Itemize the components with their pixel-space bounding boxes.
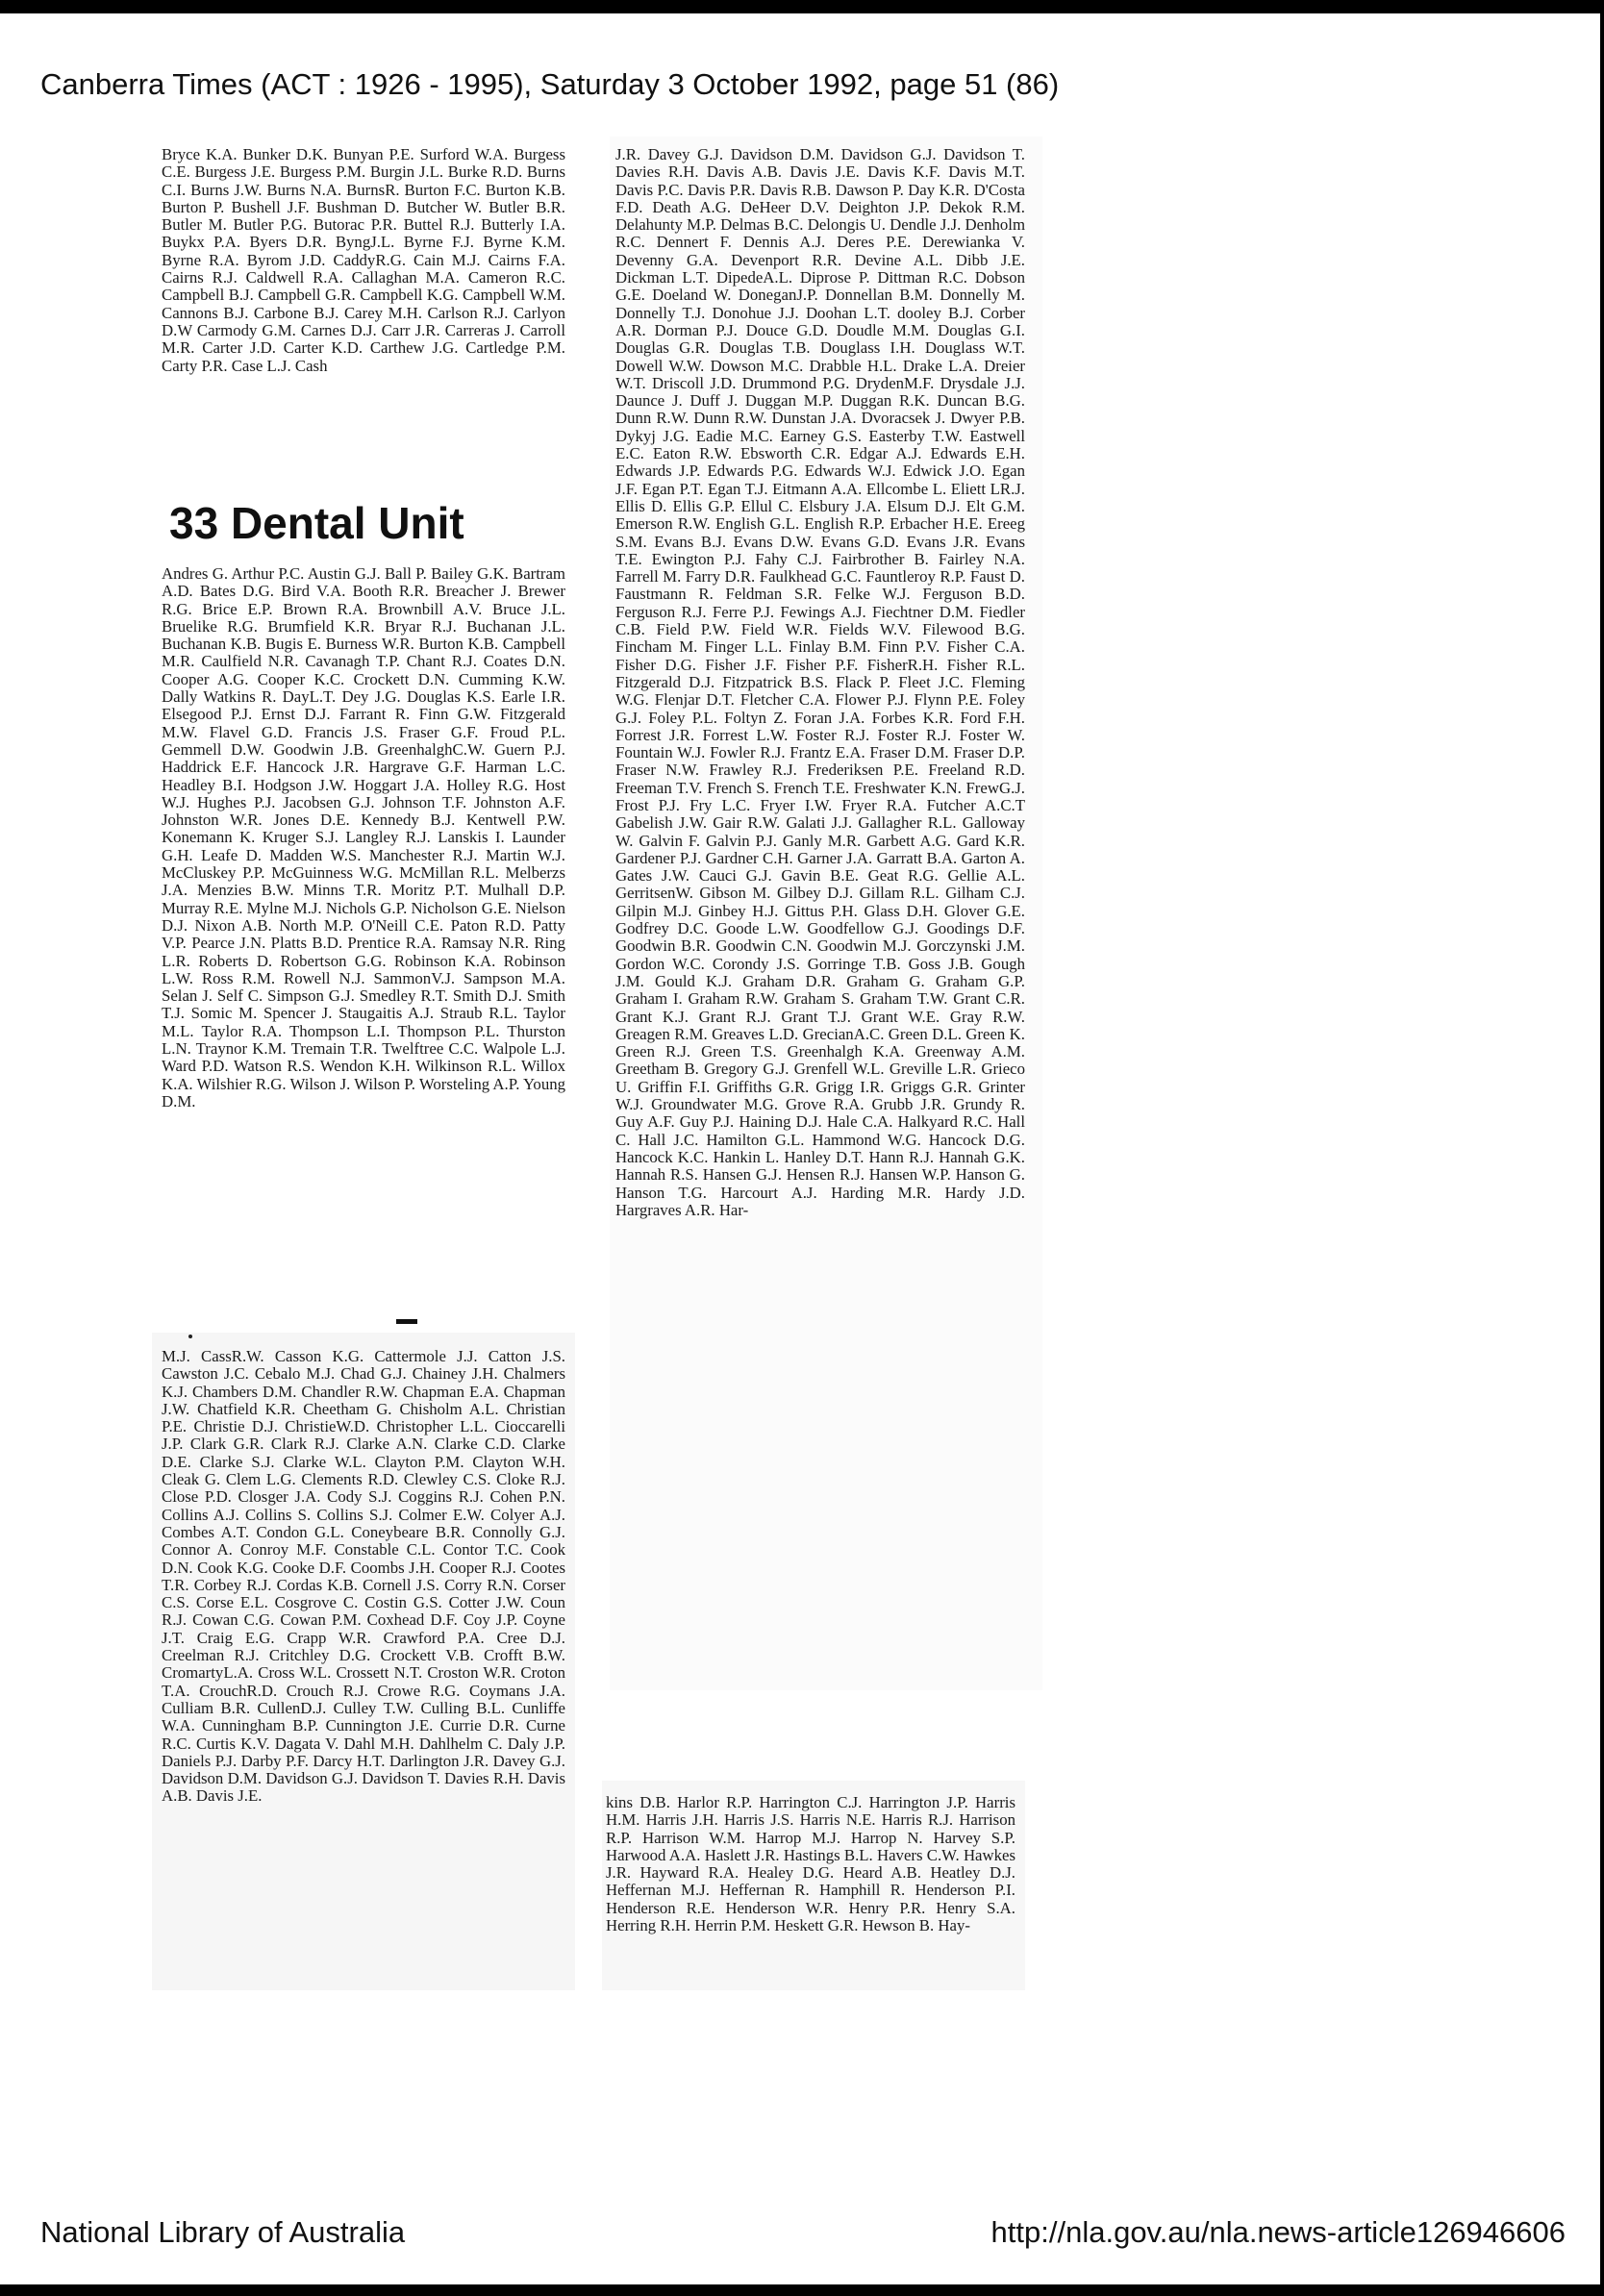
column-1-bottom-text [162,1348,565,1983]
column-1-top-text [162,146,565,473]
name-list: J.R. Davey G.J. Davidson D.M. Davidson G.J. Davidson T. Davies R.H. Davis A.B. Davis J.E. Davis K.F. Davis M.T. Davis P.C. Davis P.R. Davis R.B. Dawson P. Day K.R. D'Costa F.D. Death A.G. DeHeer D.V. Deighton J.P. Dekok R.M. Delahunty M.P. Delmas B.C. Delongis U. Dendle J.J. Denholm R.C. Dennert F. Dennis A.J. Deres P.E. Derewianka V. Devenny G.A. Devenport R.R. Devine A.L. Dibb J.E. Dickman L.T. DipedeA.L. Diprose P. Dittman R.C. Dobson G.E. Doeland W. DoneganJ.P. Donnellan B.M. Donnelly M. Donnelly T.J. Donohue J.J. Doohan L.T. dooley B.J. Corber A.R. Dorman P.J. Douce G.D. Doudle M.M. Douglas G.I. Douglas G.R. Douglas T.B. Douglass I.H. Douglass W.T. Dowell W.W. Dowson M.C. Drabble H.L. Drake L.A. Dreier W.T. Driscoll J.D. Drummond P.G. DrydenM.F. Drysdale J.J. Daunce J. Duff J. Duggan M.P. Duggan R.K. Duncan B.G. Dunn R.W. Dunn R.W. Dunstan J.A. Dvoracsek J. Dwyer P.B. Dykyj J.G. Eadie M.C. Earney G.S. Easterby T.W. Eastwell E.C. Eaton R.W. Ebsworth C.R. Edgar A.J. Edwards E.H. Edwards J.P. Edwards P.G. Edwards W.J. Edwick J.O. Egan J.F. Egan P.T. Egan T.J. Eitmann A.A. Ellcombe L. Eliett LR.J. Ellis D. Ellis G.P. Ellul C. Elsbury J.A. Elsum D.J. Elt G.M. Emerson R.W. English G.L. English R.P. Erbacher H.E. Ereeg S.M. Evans B.J. Evans D.W. Evans G.D. Evans J.R. Evans T.E. Ewington P.J. Fahy C.J. Fairbrother B. Fairley N.A. Farrell M. Farry D.R. Faulkhead G.C. Fauntleroy R.P. Faust D. Faustmann R. Feldman S.R. Felke W.J. Ferguson B.D. Ferguson R.J. Ferre P.J. Fewings A.J. Fiechtner D.M. Fiedler C.B. Field P.W. Field W.R. Fields W.V. Filewood B.G. Fincham M. Finger L.L. Finlay B.M. Finn P.V. Fisher C.A. Fisher D.G. Fisher J.F. Fisher P.F. FisherR.H. Fisher R.L. Fitzgerald D.J. Fitzpatrick B.S. Flack P. Fleet J.C. Fleming W.G. Flenjar D.T. Fletcher C.A. Flower P.J. Flynn P.E. Foley G.J. Foley P.L. Foltyn Z. Foran J.A. Forbes K.R. Ford F.H. Forrest J.R. Forrest L.W. Foster R.J. Foster R.J. Foster W. Fountain W.J. Fowler R.J. Frantz E.A. Fraser D.M. Fraser D.P. Fraser N.W. Frawley R.J. Frederiksen P.E. Freeland R.D. Freeman T.V. French S. French T.E. Freshwater K.N. FrewG.J. Frost P.J. Fry L.C. Fryer I.W. Fryer R.A. Futcher A.C.T Gabelish J.W. Gair R.W. Galati J.J. Gallagher R.L. Galloway W. Galvin F. Galvin P.J. Ganly M.R. Garbett A.G. Gard K.R. Gardener P.J. Gardner C.H. Garner J.A. Garratt B.A. Garton A. Gates J.W. Cauci G.J. Gavin B.E. Geat R.G. Gellie A.L. GerritsenW. Gibson M. Gilbey D.J. Gillam R.L. Gilham C.J. Gilpin M.J. Ginbey H.J. Gittus P.H. Glass D.H. Glover G.E. Godfrey D.C. Goode L.W. Goodfellow G.J. Goodings D.F. Goodwin B.R. Goodwin C.N. Goodwin M.J. Gorczynski J.M. Gordon W.C. Corondy J.S. Gorringe T.B. Goss J.B. Gough J.M. Gould K.J. Graham D.R. Graham G. Graham G.P. Graham I. Graham R.W. Graham S. Graham T.W. Grant C.R. Grant K.J. Grant R.J. Grant T.J. Grant W.E. Gray R.W. Greagen R.M. Greaves L.D. GrecianA.C. Green D.L. Green K. Green R.J. Green T.S. Greenhalgh K.A. Greenway A.M. Greetham B. Gregory G.J. Grenfell W.L. Greville L.R. Grieco U. Griffin F.I. Griffiths G.R. Grigg I.R. Griggs G.R. Grinter W.J. Groundwater M.G. Grove R.A. Grubb J.R. Grundy R. Guy A.F. Guy P.J. Haining D.J. Hale C.A. Halkyard R.C. Hall C. Hall J.C. Hamilton G.L. Hammond W.G. Hancock D.G. Hancock K.C. Hankin L. Hanley D.T. Hann R.J. Hannah G.K. Hannah R.S. Hansen G.J. Hensen R.J. Hansen W.P. Hanson G. Hanson T.G. Harcourt A.J. Harding M.R. Hardy J.D. Hargraves A.R. Har- [615,146,1025,1219]
name-list: Bryce K.A. Bunker D.K. Bunyan P.E. Surford W.A. Burgess C.E. Burgess J.E. Burgess P.M. Burgin J.L. Burke R.D. Burns C.I. Burns J.W. Burns N.A. BurnsR. Burton F.C. Burton K.B. Burton P. Bushell J.F. Bushman D. Butcher W. Butler B.R. Butler M. Butler P.G. Butorac P.R. Buttel R.J. Butterly I.A. Buykx P.A. Byers D.R. ByngJ.L. Byrne F.J. Byrne K.M. Byrne R.A. Byrom J.D. CaddyR.G. Cain M.J. Cairns F.A. Cairns R.J. Caldwell R.A. Callaghan M.A. Cameron R.C. Campbell B.J. Campbell G.R. Campbell K.G. Campbell W.M. Cannons B.J. Carbone B.J. Carey M.H. Carlson R.J. Carlyon D.W Carmody G.M. Carnes D.J. Carr J.R. Carreras J. Carroll M.R. Carter J.D. Carter K.D. Carthew J.G. Cartledge P.M. Carty P.R. Case L.J. Cash [162,146,565,375]
citation-header: Canberra Times (ACT : 1926 - 1995), Saturday 3 October 1992, page 51 (86) [40,67,1060,101]
separator-dot [188,1335,192,1338]
column-2-top-text [615,146,1025,1683]
column-2-bottom-text [606,1794,1015,1986]
name-list: Andres G. Arthur P.C. Austin G.J. Ball P. Bailey G.K. Bartram A.D. Bates D.G. Bird V.A. Booth R.R. Breacher J. Brewer R.G. Brice E.P. Brown R.A. Brownbill A.V. Bruce J.L. Bruelike R.G. Brumfield K.R. Bryar R.J. Buchanan J.L. Buchanan K.B. Bugis E. Burness W.R. Burton K.B. Campbell M.R. Caulfield N.R. Cavanagh T.P. Chant R.J. Coates D.N. Cooper A.G. Cooper K.C. Crockett D.N. Cumming K.W. Dally Watkins R. DayL.T. Dey J.G. Douglas K.S. Earle I.R. Elsegood P.J. Ernst D.J. Farrant R. Finn G.W. Fitzgerald M.W. Flavel G.D. Francis J.S. Fraser G.F. Froud P.L. Gemmell D.W. Goodwin J.B. GreenhalghC.W. Guern P.J. Haddrick E.F. Hancock J.R. Hargrave G.F. Harman L.C. Headley B.I. Hodgson J.W. Hoggart J.A. Holley R.G. Host W.J. Hughes P.J. Jacobsen G.J. Johnson T.F. Johnston A.F. Johnston W.R. Jones D.E. Kennedy B.J. Kentwell P.W. Konemann K. Kruger S.J. Langley R.J. Lanskis I. Launder G.H. Leafe D. Madden W.S. Manchester R.J. Martin W.J. McCluskey P.P. McGuinness W.G. McMillan R.L. Melberzs J.A. Menzies B.W. Minns T.R. Moritz P.T. Mulhall D.P. Murray R.E. Mylne M.J. Nichols G.P. Nicholson G.E. Nielson D.J. Nixon A.B. North M.P. O'Neill C.E. Paton R.D. Patty V.P. Pearce J.N. Platts B.D. Prentice R.A. Ramsay N.R. Ring L.R. Roberts D. Robertson G.G. Robinson K.A. Robinson L.W. Ross R.M. Rowell N.J. SammonV.J. Sampson M.A. Selan J. Self C. Simpson G.J. Smedley R.T. Smith D.J. Smith T.J. Somic M. Spencer J. Staugaitis A.J. Straub R.L. Taylor M.L. Taylor R.A. Thompson L.I. Thompson P.L. Thurston L.N. Traynor K.M. Tremain T.R. Twelftree C.C. Walpole L.J. Ward P.D. Watson R.S. Wendon K.H. Wilkinson R.L. Willox K.A. Wilshier R.G. Wilson J. Wilson P. Worsteling A.P. Young D.M. [162,565,565,1111]
column-1-unit-text [162,565,565,1296]
publisher-footer: National Library of Australia [40,2215,406,2249]
name-list: M.J. CassR.W. Casson K.G. Cattermole J.J. Catton J.S. Cawston J.C. Cebalo M.J. Chad G.J. Chainey J.H. Chalmers K.J. Chambers D.M. Chandler R.W. Chapman E.A. Chapman J.W. Chatfield K.R. Cheetham G. Chisholm A.L. Christian P.E. Christie D.J. ChristieW.D. Christopher L.L. Cioccarelli J.P. Clark G.R. Clark R.J. Clarke A.N. Clarke C.D. Clarke D.E. Clarke S.J. Clarke W.L. Clayton P.M. Clayton W.H. Cleak G. Clem L.G. Clements R.D. Clewley C.S. Cloke R.J. Close P.D. Closger J.A. Cody S.J. Coggins R.J. Cohen P.N. Collins A.J. Collins S. Collins S.J. Colmer E.W. Colyer A.J. Combes A.T. Condon G.L. Coneybeare B.R. Connolly G.J. Connor A. Conroy M.F. Constable C.L. Contor T.C. Cook D.N. Cook K.G. Cooke D.F. Coombs J.H. Cooper R.J. Cootes T.R. Corbey R.J. Cordas K.B. Cornell J.S. Corry R.N. Corser C.S. Corse E.L. Cosgrove C. Costin G.S. Cotter J.W. Coun R.J. Cowan C.G. Cowan P.M. Coxhead D.F. Coy J.P. Coyne J.T. Craig E.G. Crapp W.R. Crawford P.A. Cree D.J. Creelman R.J. Critchley D.G. Crockett V.B. Crofft B.W. CromartyL.A. Cross W.L. Crossett N.T. Croston W.R. Croton T.A. CrouchR.D. Crouch R.J. Crowe R.G. Coymans J.A. Culliam B.R. CullenD.J. Culley T.W. Culling B.L. Cunliffe W.A. Cunningham B.P. Cunnington J.E. Currie D.R. Curne R.C. Curtis K.V. Dagata V. Dahl M.H. Dahlhelm C. Daly J.P. Daniels P.J. Darby P.F. Darcy H.T. Darlington J.R. Davey G.J. Davidson D.M. Davidson G.J. Davidson T. Davies R.H. Davis A.B. Davis J.E. [162,1348,565,1806]
unit-heading: 33 Dental Unit [169,498,464,548]
newspaper-page [0,13,1600,2284]
article-url-link[interactable]: http://nla.gov.au/nla.news-article126946606 [990,2215,1566,2249]
name-list: kins D.B. Harlor R.P. Harrington C.J. Harrington J.P. Harris H.M. Harris J.H. Harris J.S. Harris N.E. Harris R.J. Harrison R.P. Harrison W.M. Harrop M.J. Harrop N. Harvey S.P. Harwood A.A. Haslett J.R. Hastings B.L. Havers C.W. Hawkes J.R. Hayward R.A. Healey D.G. Heard A.B. Heatley D.J. Heffernan M.J. Heffernan R. Hamphill R. Henderson P.I. Henderson R.E. Henderson W.R. Henry P.R. Henry S.A. Herring R.H. Herrin P.M. Heskett G.R. Hewson B. Hay- [606,1794,1015,1935]
separator-dash [396,1319,417,1324]
